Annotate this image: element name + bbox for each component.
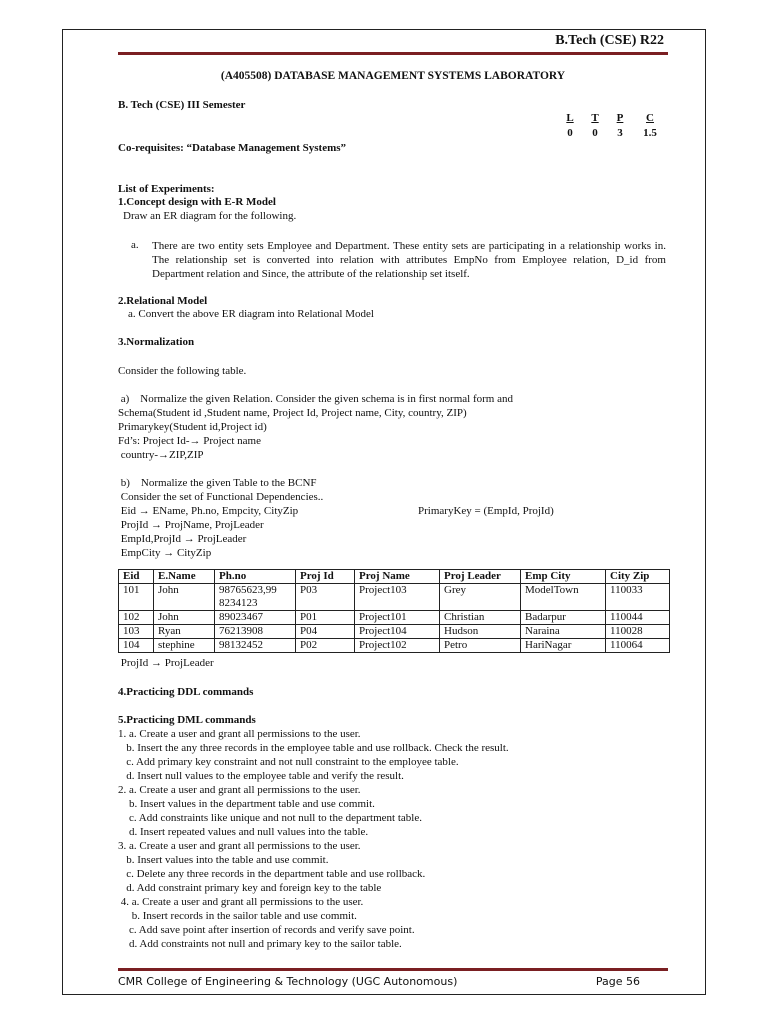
exp3-part-a-5: country-→ZIP,ZIP [118, 449, 204, 461]
dml-line: b. Insert the any three records in the employee table and use rollback. Check the result. [118, 742, 509, 754]
ltpc-header-l: L [566, 112, 574, 124]
exp2-title: 2.Relational Model [118, 295, 208, 307]
table-cell: 110064 [606, 639, 670, 653]
dml-line: 4. a. Create a user and grant all permissions to the user. [118, 896, 364, 908]
semester-label: B. Tech (CSE) III Semester [118, 99, 246, 111]
dml-line: c. Add constraints like unique and not null to the department table. [118, 812, 422, 824]
dml-line: d. Insert repeated values and null values into the table. [118, 826, 369, 838]
exp3-part-b-6: EmpCity → CityZip [118, 547, 212, 559]
dml-line: d. Add constraint primary key and foreign key to the table [118, 882, 382, 894]
table-cell: P01 [296, 611, 355, 625]
dml-line: c. Add save point after insertion of records and verify save point. [118, 924, 415, 936]
col-projid: Proj Id [296, 570, 355, 584]
exp3-intro: Consider the following table. [118, 365, 247, 377]
col-projleader: Proj Leader [440, 570, 521, 584]
table-cell: Hudson [440, 625, 521, 639]
exp1-title: 1.Concept design with E-R Model [118, 196, 276, 208]
col-eid: Eid [119, 570, 154, 584]
dml-line: d. Add constraints not null and primary key to the sailor table. [118, 938, 402, 950]
exp4-title: 4.Practicing DDL commands [118, 686, 254, 698]
footer-page: Page 56 [595, 975, 640, 988]
table-cell: 104 [119, 639, 154, 653]
table-cell: Project104 [355, 625, 440, 639]
ltpc-value-t: 0 [592, 127, 598, 139]
table-cell: Christian [440, 611, 521, 625]
table-cell: 76213908 [215, 625, 296, 639]
exp1-item-a: There are two entity sets Employee and Department. These entity sets are participating in a relationship works in. The relationship set is converted into relation with attributes EmpNo from Employee relation, D_id from Department relation and Since, the attribute of the relationship set itself. [152, 240, 666, 280]
dml-line: b. Insert values in the department table and use commit. [118, 798, 375, 810]
table-cell: 101 [119, 584, 154, 611]
table-row [119, 639, 670, 653]
table-cell: Badarpur [521, 611, 606, 625]
table-cell: HariNagar [521, 639, 606, 653]
table-cell: Petro [440, 639, 521, 653]
ltpc-header-c: C [646, 112, 654, 124]
table-cell: 98765623,99 8234123 [215, 584, 296, 611]
exp3-part-a-1: a) Normalize the given Relation. Consider the given schema is in first normal form and [118, 393, 513, 405]
table-row [119, 625, 670, 639]
footer [118, 975, 668, 988]
dml-line: 1. a. Create a user and grant all permissions to the user. [118, 728, 361, 740]
dml-line: b. Insert values into the table and use commit. [118, 854, 329, 866]
header-rule [118, 52, 668, 55]
experiments-heading: List of Experiments: [118, 183, 215, 195]
table-cell: John [154, 611, 215, 625]
footer-college: CMR College of Engineering & Technology (UGC Autonomous) [118, 975, 458, 988]
footer-rule [118, 968, 668, 971]
table-cell: 102 [119, 611, 154, 625]
table-header-row [119, 570, 670, 584]
table-cell: Project102 [355, 639, 440, 653]
table-cell: P03 [296, 584, 355, 611]
table-cell: 98132452 [215, 639, 296, 653]
ltpc-value-p: 3 [617, 127, 623, 139]
course-title: (A405508) DATABASE MANAGEMENT SYSTEMS LABORATORY [220, 70, 566, 82]
exp3-part-a-4: Fd’s: Project Id-→ Project name [118, 435, 261, 447]
exp2-item-a: a. Convert the above ER diagram into Relational Model [128, 308, 374, 320]
exp1-item-marker: a. [131, 239, 139, 251]
col-projname: Proj Name [355, 570, 440, 584]
exp3-part-b-4: ProjId → ProjName, ProjLeader [118, 519, 264, 531]
table-row [119, 584, 670, 611]
table-cell: ModelTown [521, 584, 606, 611]
table-cell: 110044 [606, 611, 670, 625]
table-cell: 89023467 [215, 611, 296, 625]
exp3-title: 3.Normalization [118, 336, 195, 348]
table-cell: Project101 [355, 611, 440, 625]
table-cell: John [154, 584, 215, 611]
after-table-fd: ProjId → ProjLeader [118, 657, 214, 669]
exp1-intro: Draw an ER diagram for the following. [123, 210, 297, 222]
exp3-part-a-2: Schema(Student id ,Student name, Project Id, Project name, City, country, ZIP) [118, 407, 467, 419]
exp5-title: 5.Practicing DML commands [118, 714, 256, 726]
table-cell: Project103 [355, 584, 440, 611]
primary-key-label: PrimaryKey = (EmpId, ProjId) [418, 505, 554, 517]
table-cell: Ryan [154, 625, 215, 639]
col-empcity: Emp City [521, 570, 606, 584]
table-cell: Grey [440, 584, 521, 611]
ltpc-header-p: P [616, 112, 624, 124]
exp3-part-b-5: EmpId,ProjId → ProjLeader [118, 533, 247, 545]
exp3-part-b-3: Eid → EName, Ph.no, Empcity, CityZip [118, 505, 299, 517]
employee-project-table [118, 569, 670, 653]
corequisites: Co-requisites: “Database Management Systems” [118, 142, 347, 154]
col-cityzip: City Zip [606, 570, 670, 584]
dml-line: 2. a. Create a user and grant all permissions to the user. [118, 784, 361, 796]
table-cell: stephine [154, 639, 215, 653]
ltpc-header-t: T [591, 112, 599, 124]
table-cell: 103 [119, 625, 154, 639]
exp3-part-b-1: b) Normalize the given Table to the BCNF [118, 477, 317, 489]
table-cell: 110033 [606, 584, 670, 611]
exp3-part-b-2: Consider the set of Functional Dependencies.. [118, 491, 324, 503]
table-cell: P04 [296, 625, 355, 639]
ltpc-value-c: 1.5 [643, 127, 657, 139]
table-row [119, 611, 670, 625]
program-header: B.Tech (CSE) R22 [555, 33, 664, 48]
dml-line: c. Delete any three records in the department table and use rollback. [118, 868, 426, 880]
dml-line: 3. a. Create a user and grant all permissions to the user. [118, 840, 361, 852]
dml-line: c. Add primary key constraint and not null constraint to the employee table. [118, 756, 459, 768]
ltpc-value-l: 0 [567, 127, 573, 139]
col-ename: E.Name [154, 570, 215, 584]
table-cell: 110028 [606, 625, 670, 639]
dml-line: d. Insert null values to the employee table and verify the result. [118, 770, 404, 782]
col-phno: Ph.no [215, 570, 296, 584]
table-cell: P02 [296, 639, 355, 653]
table-cell: Naraina [521, 625, 606, 639]
exp3-part-a-3: Primarykey(Student id,Project id) [118, 421, 267, 433]
dml-line: b. Insert records in the sailor table and use commit. [118, 910, 357, 922]
